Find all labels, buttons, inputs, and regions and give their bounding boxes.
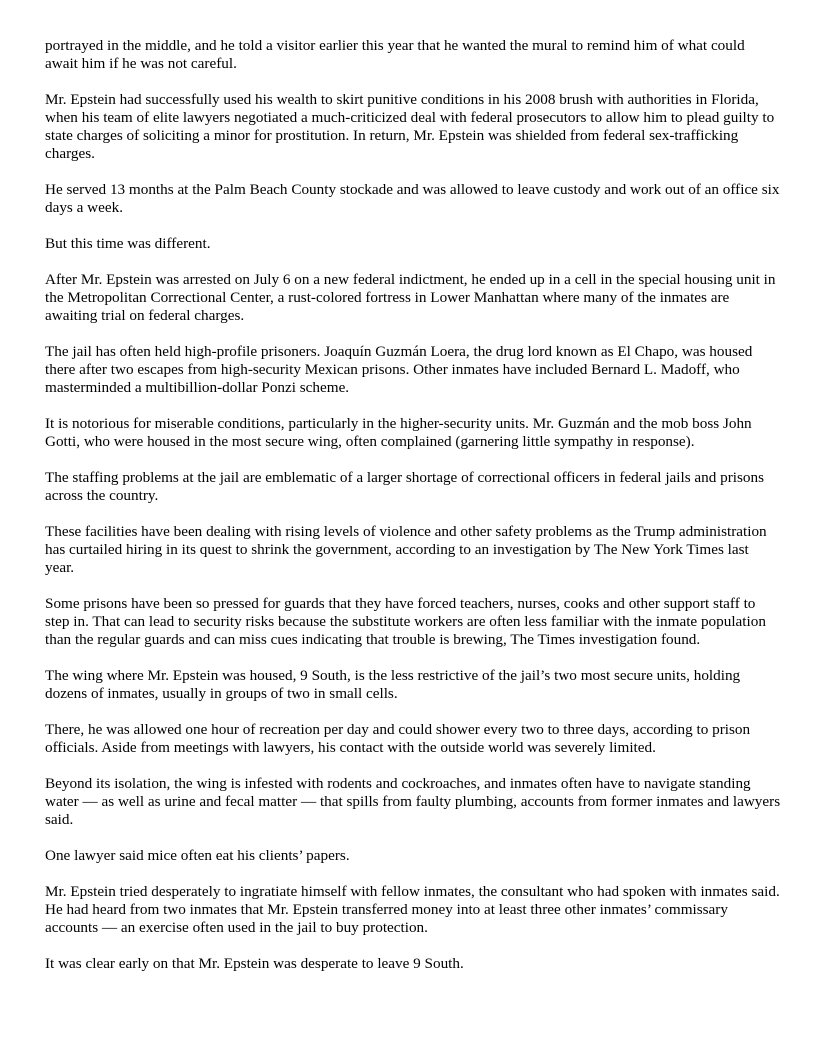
paragraph-15: Mr. Epstein tried desperately to ingratiate himself with fellow inmates, the consultant who had spoken with inmates said. He had heard from two inmates that Mr. Epstein transferred money into at least three other inmates’ commissary accounts — an exercise often used in the jail to buy protection. [45,883,780,936]
paragraph-7: It is notorious for miserable conditions, particularly in the higher-security units. Mr. Guzmán and the mob boss John Gotti, who were housed in the most secure wing, often complained (garnering little sympathy in response). [45,415,752,450]
document-page [45,37,781,991]
paragraph-13: Beyond its isolation, the wing is infested with rodents and cockroaches, and inmates often have to navigate standing water — as well as urine and fecal matter — that spills from faulty plumbing, accounts from former inmates and lawyers said. [45,775,781,828]
paragraph-14: One lawyer said mice often eat his clients’ papers. [45,847,350,864]
paragraph-6: The jail has often held high-profile prisoners. Joaquín Guzmán Loera, the drug lord known as El Chapo, was housed there after two escapes from high-security Mexican prisons. Other inmates have included Bernard L. Madoff, who masterminded a multibillion-dollar Ponzi scheme. [45,343,753,396]
paragraph-9: These facilities have been dealing with rising levels of violence and other safety problems as the Trump administration has curtailed hiring in its quest to shrink the government, according to an investigation by The New York Times last year. [45,523,767,576]
paragraph-4: But this time was different. [45,235,211,252]
paragraph-8: The staffing problems at the jail are emblematic of a larger shortage of correctional officers in federal jails and prisons across the country. [45,469,765,504]
paragraph-1: portrayed in the middle, and he told a visitor earlier this year that he wanted the mural to remind him of what could await him if he was not careful. [45,37,745,72]
paragraph-5: After Mr. Epstein was arrested on July 6 on a new federal indictment, he ended up in a cell in the special housing unit in the Metropolitan Correctional Center, a rust-colored fortress in Lower Manhattan where many of the inmates are awaiting trial on federal charges. [45,271,776,324]
paragraph-10: Some prisons have been so pressed for guards that they have forced teachers, nurses, cooks and other support staff to step in. That can lead to security risks because the substitute workers are often less familiar with the inmate population than the regular guards and can miss cues indicating that trouble is brewing, The Times investigation found. [45,595,766,648]
paragraph-3: He served 13 months at the Palm Beach County stockade and was allowed to leave custody and work out of an office six days a week. [45,181,780,216]
paragraph-2: Mr. Epstein had successfully used his wealth to skirt punitive conditions in his 2008 brush with authorities in Florida, when his team of elite lawyers negotiated a much-criticized deal with federal prosecutors to allow him to plead guilty to state charges of soliciting a minor for prostitution. In return, Mr. Epstein was shielded from federal sex-trafficking charges. [45,91,775,162]
paragraph-12: There, he was allowed one hour of recreation per day and could shower every two to three days, according to prison officials. Aside from meetings with lawyers, his contact with the outside world was severely limited. [45,721,751,756]
paragraph-11: The wing where Mr. Epstein was housed, 9 South, is the less restrictive of the jail’s two most secure units, holding dozens of inmates, usually in groups of two in small cells. [45,667,741,702]
paragraph-16: It was clear early on that Mr. Epstein was desperate to leave 9 South. [45,955,464,972]
